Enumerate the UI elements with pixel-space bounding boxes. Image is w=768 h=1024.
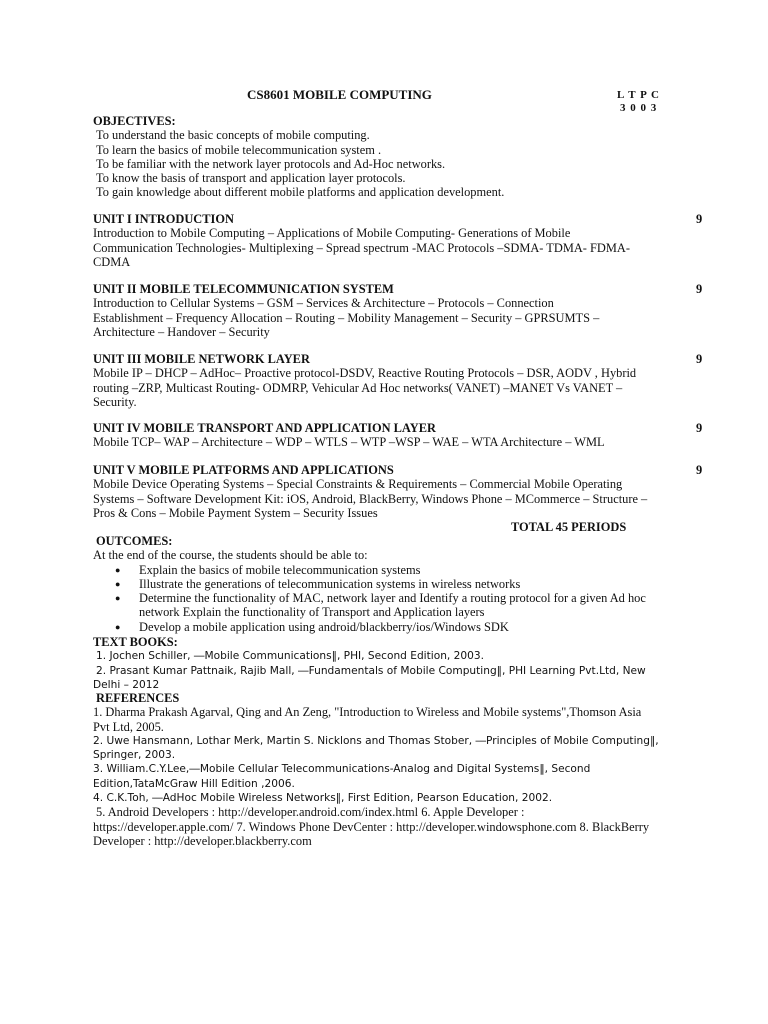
reference-line: 1. Dharma Prakash Agarval, Qing and An Zeng, "Introduction to Wireless and Mobile systems",Thomson Asia [93,705,642,720]
objectives-heading: OBJECTIVES: [93,114,176,128]
list-item [93,620,693,634]
outcome-text: network Explain the functionality of Transport and Application layers [139,605,485,620]
reference-line: 3. William.C.Y.Lee,―Mobile Cellular Telecommunications-Analog and Digital Systems‖, Second [93,763,591,776]
unit-text: Introduction to Cellular Systems – GSM – Services & Architecture – Protocols – Connection [93,296,554,311]
unit-hours: 9 [696,352,703,366]
outcome-text: Develop a mobile application using android/blackberry/ios/Windows SDK [139,619,509,634]
unit-hours: 9 [696,212,703,226]
total-periods: TOTAL 45 PERIODS [511,520,627,534]
reference-line: Developer : http://developer.blackberry.com [93,833,312,848]
unit-text: Systems – Software Development Kit: iOS, Android, BlackBerry, Windows Phone – MCommerce – Structure – [93,491,648,506]
objective-item: To know the basis of transport and application layer protocols. [96,171,406,186]
reference-line: https://developer.apple.com/ 7. Windows Phone DevCenter : http://developer.windowsphone.com 8. BlackBerry [93,819,650,834]
references-section [93,691,693,848]
outcomes-section [93,534,693,634]
list-item [93,563,693,577]
unit-text: Introduction to Mobile Computing – Applications of Mobile Computing- Generations of Mobile [93,226,571,241]
objective-item: To be familiar with the network layer protocols and Ad-Hoc networks. [96,156,446,171]
outcomes-list [93,563,693,634]
ltpc-values: 3 0 0 3 [620,102,658,114]
ltpc-label: L T P C [617,89,660,101]
unit-hours: 9 [696,282,703,296]
unit-title: UNIT I INTRODUCTION [93,212,234,226]
objective-item: To gain knowledge about different mobile platforms and application development. [96,185,505,200]
reference-line: Springer, 2003. [93,749,176,762]
text-books-section [93,635,693,692]
reference-line: Edition,TataMcGraw Hill Edition ,2006. [93,777,295,790]
unit-text: Mobile TCP– WAP – Architecture – WDP – WTLS – WTP –WSP – WAE – WTA Architecture – WML [93,435,605,450]
unit-title: UNIT III MOBILE NETWORK LAYER [93,352,310,366]
unit-text: Mobile IP – DHCP – AdHoc– Proactive protocol-DSDV, Reactive Routing Protocols – DSR, AODV , Hybrid [93,366,637,381]
objective-item: To understand the basic concepts of mobile computing. [96,128,370,143]
outcome-text: Determine the functionality of MAC, network layer and Identify a routing protocol for a given Ad hoc [139,591,646,606]
references-heading: REFERENCES [96,691,180,705]
unit-4-section [93,421,703,450]
list-item-continuation [93,605,693,619]
unit-title: UNIT V MOBILE PLATFORMS AND APPLICATIONS [93,463,394,477]
bullet-icon: ● [115,564,121,575]
unit-2-section [93,282,703,339]
list-item [93,591,693,605]
reference-line: Pvt Ltd, 2005. [93,719,164,734]
reference-line: 5. Android Developers : http://developer.android.com/index.html 6. Apple Developer : [96,805,525,820]
unit-text: routing –ZRP, Multicast Routing- ODMRP, Vehicular Ad Hoc networks( VANET) –MANET Vs VANET – [93,380,623,395]
reference-line: 4. C.K.Toh, ―AdHoc Mobile Wireless Networks‖, First Edition, Pearson Education, 2002. [93,792,553,805]
unit-3-section [93,352,703,409]
outcomes-heading: OUTCOMES: [96,534,173,548]
text-book-line: Delhi – 2012 [93,678,160,691]
outcomes-intro: At the end of the course, the students should be able to: [93,548,368,563]
bullet-icon: ● [115,593,121,604]
course-title: CS8601 MOBILE COMPUTING [247,87,432,102]
unit-text: Communication Technologies- Multiplexing – Spread spectrum -MAC Protocols –SDMA- TDMA- FDMA- [93,240,630,255]
bullet-icon: ● [115,621,121,632]
unit-text: Establishment – Frequency Allocation – Routing – Mobility Management – Security – GPRSUMTS – [93,310,600,325]
text-book-line: 2. Prasant Kumar Pattnaik, Rajib Mall, ―Fundamentals of Mobile Computing‖, PHI Learning Pvt.Ltd, New [96,664,646,677]
unit-text: Mobile Device Operating Systems – Special Constraints & Requirements – Commercial Mobile Operating [93,477,623,492]
unit-text: Architecture – Handover – Security [93,324,270,339]
outcome-text: Explain the basics of mobile telecommunication systems [139,562,421,577]
outcome-text: Illustrate the generations of telecommunication systems in wireless networks [139,576,521,591]
objective-item: To learn the basics of mobile telecommunication system . [96,142,382,157]
unit-hours: 9 [696,421,703,435]
text-books-heading: TEXT BOOKS: [93,635,178,649]
unit-title: UNIT IV MOBILE TRANSPORT AND APPLICATION LAYER [93,421,436,435]
reference-line: 2. Uwe Hansmann, Lothar Merk, Martin S. Nicklons and Thomas Stober, ―Principles of Mobile Computing‖, [93,734,659,747]
text-book-line: 1. Jochen Schiller, ―Mobile Communications‖, PHI, Second Edition, 2003. [96,650,484,663]
unit-hours: 9 [696,463,703,477]
unit-1-section [93,212,703,269]
list-item [93,577,693,591]
unit-text: CDMA [93,254,131,269]
unit-text: Security. [93,394,137,409]
bullet-icon: ● [115,578,121,589]
unit-title: UNIT II MOBILE TELECOMMUNICATION SYSTEM [93,282,394,296]
unit-5-section [93,463,703,520]
unit-text: Pros & Cons – Mobile Payment System – Security Issues [93,505,378,520]
objectives-section [93,114,693,200]
